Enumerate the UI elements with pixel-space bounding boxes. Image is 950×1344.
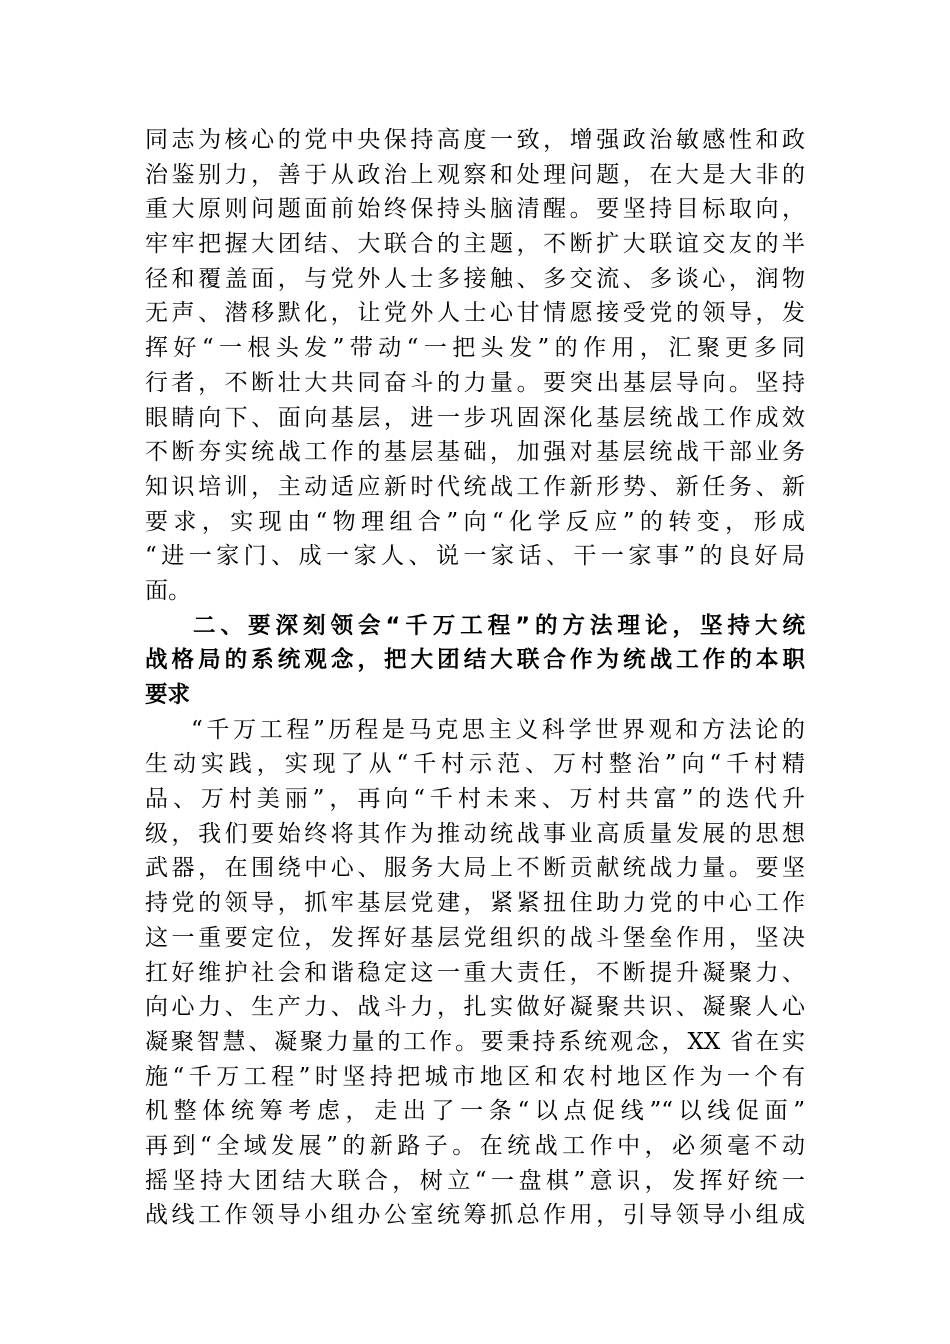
text-line: 治鉴别力，善于从政治上观察和处理问题，在大是大非的	[145, 161, 805, 188]
paragraph-two	[145, 713, 805, 1233]
text-line: 施“千万工程”时坚持把城市地区和农村地区作为一个有	[145, 1063, 805, 1090]
text-line: 战线工作领导小组办公室统筹抓总作用，引导领导小组成	[145, 1202, 805, 1229]
text-line: 持党的领导，抓牢基层党建，紧紧扭住助力党的中心工作	[145, 890, 805, 917]
text-line: 要求，实现由“物理组合”向“化学反应”的转变，形成	[145, 508, 805, 535]
text-line: 重大原则问题面前始终保持头脑清醒。要坚持目标取向，	[145, 196, 805, 223]
text-line: 生动实践，实现了从“千村示范、万村整治”向“千村精	[145, 751, 805, 778]
text-line: 无声、潜移默化，让党外人士心甘情愿接受党的领导，发	[145, 300, 805, 327]
text-line: 不断夯实统战工作的基层基础，加强对基层统战干部业务	[145, 439, 805, 466]
text-line: 品、万村美丽”，再向“千村未来、万村共富”的迭代升	[145, 786, 805, 813]
text-line: 摇坚持大团结大联合，树立“一盘棋”意识，发挥好统一	[145, 1167, 805, 1194]
text-line: 同志为核心的党中央保持高度一致，增强政治敏感性和政	[145, 127, 805, 153]
heading-line: 二、要深刻领会“千万工程”的方法理论，坚持大统	[193, 612, 805, 639]
paragraph-continued	[145, 123, 805, 609]
section-heading	[145, 609, 805, 713]
text-line: 面。	[145, 577, 191, 604]
text-line: 扛好维护社会和谐稳定这一重大责任，不断提升凝聚力、	[145, 959, 805, 986]
text-line: 机整体统筹考虑，走出了一条“以点促线”“以线促面”	[145, 1098, 805, 1125]
text-line: “进一家门、成一家人、说一家话、干一家事”的良好局	[145, 543, 805, 570]
heading-line: 要求	[145, 682, 191, 708]
text-line: 这一重要定位，发挥好基层党组织的战斗堡垒作用，坚决	[145, 924, 805, 951]
text-line: 武器，在围绕中心、服务大局上不断贡献统战力量。要坚	[145, 855, 805, 882]
text-line: 眼睛向下、面向基层，进一步巩固深化基层统战工作成效	[145, 404, 805, 431]
text-line: 知识培训，主动适应新时代统战工作新形势、新任务、新	[145, 473, 805, 500]
text-line: 再到“全域发展”的新路子。在统战工作中，必须毫不动	[145, 1132, 805, 1159]
text-line: 行者，不断壮大共同奋斗的力量。要突出基层导向。坚持	[145, 369, 805, 396]
text-line: 径和覆盖面，与党外人士多接触、多交流、多谈心，润物	[145, 265, 805, 292]
text-line: 级，我们要始终将其作为推动统战事业高质量发展的思想	[145, 820, 805, 847]
text-line: “千万工程”历程是马克思主义科学世界观和方法论的	[191, 716, 805, 743]
heading-line: 战格局的系统观念，把大团结大联合作为统战工作的本职	[145, 647, 805, 674]
text-line: 凝聚智慧、凝聚力量的工作。要秉持系统观念，XX 省在实	[145, 1028, 805, 1055]
text-line: 牢牢把握大团结、大联合的主题，不断扩大联谊交友的半	[145, 231, 805, 258]
document-body	[145, 123, 805, 1233]
text-line: 挥好“一根头发”带动“一把头发”的作用，汇聚更多同	[145, 335, 805, 362]
text-line: 向心力、生产力、战斗力，扎实做好凝聚共识、凝聚人心	[145, 994, 805, 1021]
